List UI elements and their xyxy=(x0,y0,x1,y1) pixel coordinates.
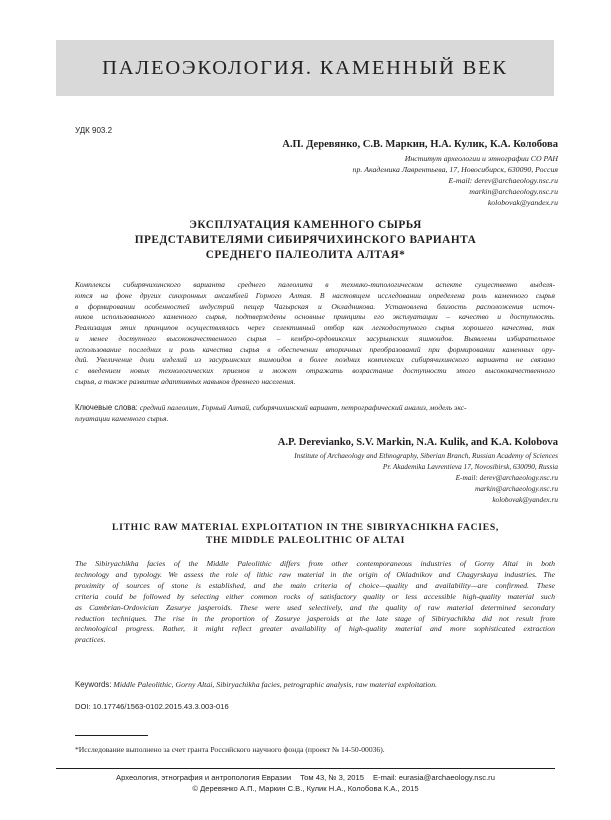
abstract-ru-line: использование последних и роль качества сырья в обеспечении вторичных преобразований при формировании каменных ору- xyxy=(75,344,555,354)
abstract-ru-line: ников использованного каменного сырья, подтверждены основные принципы его эксплуатации – качество и доступность. xyxy=(75,312,555,322)
abstract-ru-line: дий. Увеличение доли изделий из засурьинских яшмоидов в более поздних комплексах сибирячихинского варианта не связано xyxy=(75,355,555,365)
abstract-en-line: proximity of sources of stone is established, and the main criteria of choice—quality and availability—are confirmed. These xyxy=(75,580,555,590)
keywords-en-text: Middle Paleolithic, Gorny Altai, Sibiryachikha facies, petrographic analysis, raw material exploitation. xyxy=(113,680,438,689)
abstract-en xyxy=(75,559,555,646)
affiliation-ru-line: Институт археологии и этнографии СО РАН xyxy=(404,154,558,163)
footer-divider xyxy=(56,768,555,769)
title-en-line: LITHIC RAW MATERIAL EXPLOITATION IN THE SIBIRYACHIKHA FACIES, xyxy=(112,522,499,533)
email-ru-line[interactable]: E-mail: derev@archaeology.nsc.ru xyxy=(448,176,558,186)
abstract-ru-line: с введением новых технологических приемов и может отражать возрастание доступности этого высококачественного xyxy=(75,366,555,375)
email-en-line[interactable]: markin@archaeology.nsc.ru xyxy=(474,483,558,493)
abstract-en-line: The Sibiryachikha facies of the Middle Paleolithic differs from other contemporaneous industries of Gorny Altai in both xyxy=(75,559,555,568)
footer-email[interactable]: E-mail: eurasia@archaeology.nsc.ru xyxy=(372,773,495,782)
doi[interactable]: DOI: 10.17746/1563-0102.2015.43.3.003-016 xyxy=(75,702,229,711)
abstract-ru-line: в формировании особенностей индустрий пещер Чагырская и Окладникова. Установлена близость расположения источ- xyxy=(75,301,555,311)
affiliation-en xyxy=(294,451,558,506)
keywords-ru xyxy=(75,403,555,425)
keywords-en xyxy=(75,680,555,689)
abstract-en-line: reduction techniques. The rise in the proportion of Zasurye jasperoids at the late stage of Sibiryachikha did not result from xyxy=(75,613,555,623)
udk-code: УДК 903.2 xyxy=(75,126,113,135)
keywords-ru-label: Ключевые слова: xyxy=(75,403,138,412)
abstract-en-line: technological progress. Rather, it might reflect greater availability of high-quality material and more sophisticated extraction xyxy=(75,624,555,634)
abstract-ru-line: сырья, а также развитие адаптивных навыков древнего населения. xyxy=(75,376,296,386)
footer-copyright: © Деревянко А.П., Маркин С.В., Кулик Н.А., Колобова К.А., 2015 xyxy=(192,784,419,793)
footer-journal-line xyxy=(56,773,555,782)
abstract-en-line: criteria could be followed by selecting either common rocks of satisfactory quality or less accessible high-quality material such xyxy=(75,591,555,601)
abstract-ru-line: и менее доступного высококачественного сырья – кембро-ордовикских засурьинских яшмоидов. Выявлены избирательное xyxy=(75,333,555,343)
email-ru-line[interactable]: markin@archaeology.nsc.ru xyxy=(469,187,558,197)
footer-journal: Археология, этнография и антропология Евразии xyxy=(116,773,292,782)
affiliation-ru-line: пр. Академика Лаврентьева, 17, Новосибирск, 630090, Россия xyxy=(352,165,558,175)
footer-volume: Том 43, № 3, 2015 xyxy=(300,773,364,782)
keywords-en-label: Keywords: xyxy=(75,680,112,689)
email-en-line[interactable]: kolobovak@yandex.ru xyxy=(492,494,558,504)
email-en-line[interactable]: E-mail: derev@archaeology.nsc.ru xyxy=(455,472,558,482)
title-ru-line: ПРЕДСТАВИТЕЛЯМИ СИБИРЯЧИХИНСКОГО ВАРИАНТА xyxy=(134,234,477,246)
abstract-ru xyxy=(75,280,555,388)
section-banner xyxy=(56,40,554,96)
abstract-ru-line: ются на фоне других синхронных ансамблей Горного Алтая. В настоящем исследовании определена роль каменного сырья xyxy=(75,290,555,300)
footnote-divider xyxy=(75,735,148,736)
abstract-ru-line: Комплексы сибирячихинского варианта среднего палеолита в технико-типологическом аспекте существенно выделя- xyxy=(75,280,555,289)
section-title: ПАЛЕОЭКОЛОГИЯ. КАМЕННЫЙ ВЕК xyxy=(102,56,508,79)
affiliation-en-line: Institute of Archaeology and Ethnography, Siberian Branch, Russian Academy of Sciences xyxy=(294,451,558,460)
authors-en: A.P. Derevianko, S.V. Markin, N.A. Kulik, and K.A. Kolobova xyxy=(277,437,558,448)
abstract-ru-line: Реализация этих принципов осуществлялась через селективный отбор как легкодоступного сырья хорошего качества, так xyxy=(75,323,555,332)
abstract-en-line: practices. xyxy=(75,635,106,645)
abstract-en-line: as Cambrian-Ordovician Zasurye jasperoids. These were used selectively, and the quality of raw material determined secondary xyxy=(75,602,555,612)
keywords-ru-text: плуатации каменного сырья. xyxy=(75,413,169,423)
article-title-en xyxy=(56,521,555,547)
keywords-ru-text: средний палеолит, Горный Алтай, сибирячихинский вариант, петрографический анализ, модель экс- xyxy=(139,403,467,412)
title-ru-line: СРЕДНЕГО ПАЛЕОЛИТА АЛТАЯ* xyxy=(205,249,406,261)
abstract-en-line: technology and typology. We assess the role of lithic raw material in the origin of Okladnikov and Chagyrskaya industries. The xyxy=(75,569,555,579)
title-en-line: THE MIDDLE PALEOLITHIC OF ALTAI xyxy=(205,535,406,546)
article-title-ru xyxy=(56,218,555,263)
email-ru-line[interactable]: kolobovak@yandex.ru xyxy=(487,198,558,208)
affiliation-en-line: Pr. Akademika Lavrentieva 17, Novosibirsk, 630090, Russia xyxy=(382,461,558,471)
authors-ru: А.П. Деревянко, С.В. Маркин, Н.А. Кулик, К.А. Колобова xyxy=(282,139,558,150)
affiliation-ru xyxy=(353,153,558,208)
title-ru-line: ЭКСПЛУАТАЦИЯ КАМЕННОГО СЫРЬЯ xyxy=(189,219,422,231)
footnote: *Исследование выполнено за счет гранта Российского научного фонда (проект № 14-50-00036). xyxy=(75,745,385,754)
